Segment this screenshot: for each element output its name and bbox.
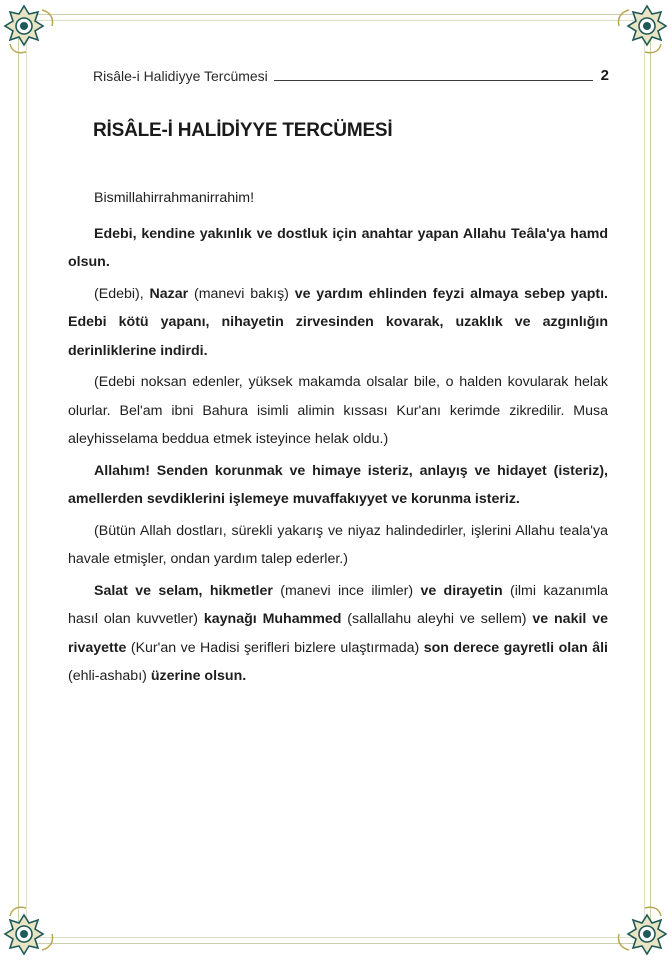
basmala: Bismillahirrahmanirrahim! [94,190,255,206]
text-span: ve yardım ehlinden feyzi almaya sebep yaptı. Edebi kötü yapanı, nihayetin zirvesinden kovarak, uzaklık ve azgınlığın derinliklerine indirdi. [68,285,608,359]
text-span: (sallallahu aleyhi ve sellem) [347,611,533,627]
chapter-title: RİSÂLE-İ HALİDİYYE TERCÜMESİ [93,120,393,141]
page-number: 2 [600,67,609,84]
text-span: (manevi ince ilimler) [280,582,421,599]
paragraph-1: Edebi, kendine yakınlık ve dostluk için anahtar yapan Allahu Teâla'ya hamd olsun. [68,225,608,270]
corner-ornament-icon [613,902,669,958]
text-span: (Kur'an ve Hadisi şerifleri bizlere ulaştırmada) [130,639,424,656]
paragraph-6 [68,577,608,691]
paragraph-5: (Bütün Allah dostları, sürekli yakarış ve niyaz halindedirler, işlerini Allahu teala'ya havale etmişler, ondan yardım talep ederler.) [68,522,608,567]
text-span: ve dirayetin [420,582,511,599]
header-rule [274,80,593,81]
corner-ornament-icon [2,2,58,58]
corner-ornament-icon [2,902,58,958]
text-span: (ehli-ashabı) [68,668,151,684]
paragraph-4: Allahım! Senden korunmak ve himaye isteriz, anlayış ve hidayet (isteriz), amellerden sevdiklerini işlemeye muvaffakıyyet ve korunma isteriz. [68,462,608,507]
text-span: (ilmi kazanımla hasıl olan kuvvetler) [68,582,608,627]
text-span: kaynağı Muhammed [203,611,348,627]
running-header [93,62,609,84]
paragraph-3: (Edebi noksan edenler, yüksek makamda olsalar bile, o halden kovularak helak olurlar. Bel'am ibni Bahura isimli alimin kıssası Kur'anı kerimde zikredilir. Musa aleyhisselama beddua etmek isteyince helak oldu.) [68,374,608,447]
text-span: Nazar [149,285,194,302]
running-title: Risâle-i Halidiyye Tercümesi [93,68,268,84]
text-span: Salat ve selam, hikmetler [94,582,281,599]
text-span: (manevi bakış) [193,285,295,302]
text-span: üzerine olsun. [150,668,247,684]
text-span: ve nakil ve rivayette [68,611,608,656]
text-span: (Edebi), [94,285,150,302]
body-text [68,184,608,694]
corner-ornament-icon [613,2,669,58]
paragraph-2 [68,280,608,366]
text-span: son derece gayretli olan âli [423,639,608,656]
